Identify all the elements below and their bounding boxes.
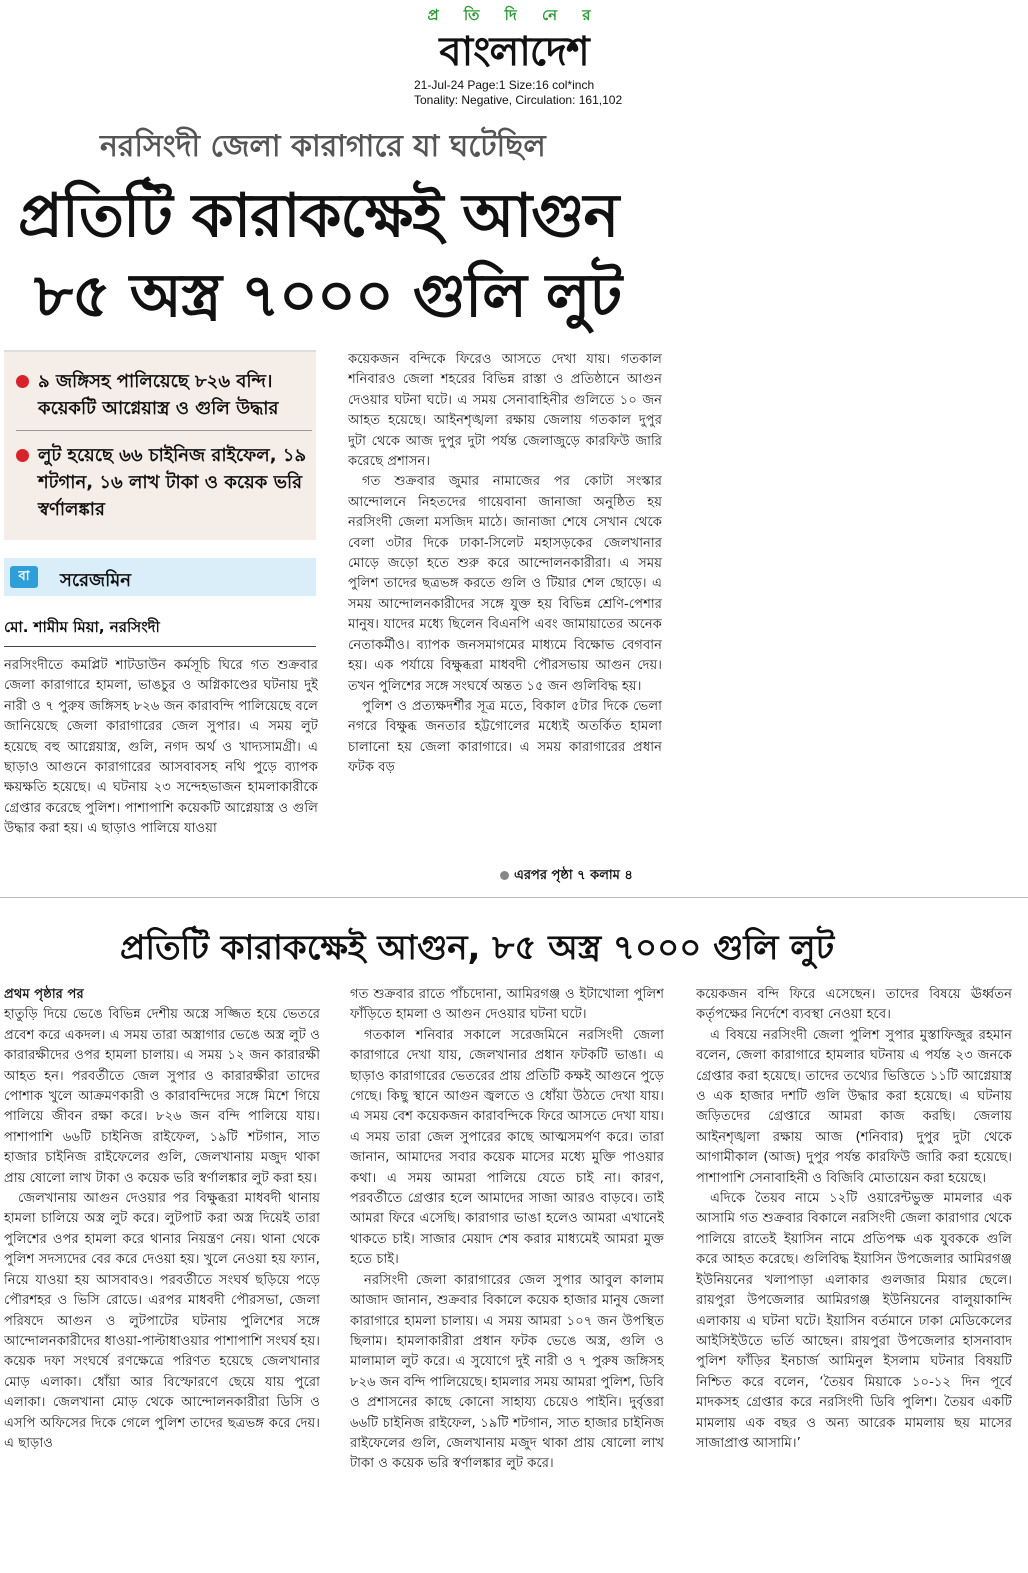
- page-divider: [0, 897, 1028, 898]
- section-label-text: সরেজমিন: [60, 570, 132, 591]
- highlight-divider: [16, 430, 312, 431]
- byline: মো. শামীম মিয়া, নরসিংদী: [4, 618, 160, 636]
- paragraph: পুলিশ ও প্রত্যক্ষদর্শীর সূত্র মতে, বিকাল ৫টার দিকে ভেলা নগরে বিক্ষুব্ধ জনতার হট্টগোলের মধ্যেই অতর্কিত হামলা চালানো হয় জেলা কারাগারে। এ সময় কারাগারের প্রধান ফটক বড়: [348, 698, 662, 776]
- continued-note-text: এরপর পৃষ্ঠা ৭ কলাম ৪: [514, 868, 633, 883]
- article-column-b: [348, 350, 662, 885]
- clip-meta-tonality: Tonality: Negative, Circulation: 161,102: [414, 93, 623, 107]
- paragraph: জেলখানায় আগুন দেওয়ার পর বিক্ষুব্ধরা মাধবদী থানায় হামলা চালিয়ে অস্ত্র লুট করে। লুটপাট করা অস্ত্র দিয়েই তারা পুলিশের ওপর হামলা করে থানার নিয়ন্ত্রণ নেয়। থানা থেকে পুলিশ সদস্যদের বের করে দেওয়া হয়। খুলে নেওয়া হয় ফ্যান, নিয়ে যাওয়া হয় আসবাবও। পরবর্তীতে সংঘর্ষ ছড়িয়ে পড়ে পৌরশহর ও ভিসি রোডে। এরপর মাধবদী পৌরসভা, জেলা পরিষদে আগুন ও লুটপাটের ঘটনায় পুলিশের সঙ্গে আন্দোলনকারীদের ধাওয়া-পাল্টাধাওয়ার পাশাপাশি সংঘর্ষ হয়। কয়েক দফা সংঘর্ষে রণক্ষেত্রে পরিণত হয়েছে জেলখানার মোড় এলাকা। ধোঁয়া আর বিস্ফোরণে ছেয়ে যায় পুরো এলাকা। জেলখানা মোড় থেকে আন্দোলনকারীরা ডিসি ও এসপি অফিসের দিকে গেলে পুলিশ তাদের ছত্রভঙ্গ করে দেয়। এ ছাড়াও: [4, 1191, 320, 1451]
- article-headline-line1: প্রতিটি কারাকক্ষেই আগুন: [18, 181, 619, 251]
- paragraph: কয়েকজন বন্দি ফিরে এসেছেন। তাদের বিষয়ে ঊর্ধ্বতন কর্তৃপক্ষের নির্দেশে ব্যবস্থা নেওয়া হবে।: [696, 987, 1012, 1023]
- red-bullet-icon: [16, 449, 29, 462]
- paragraph: হাতুড়ি দিয়ে ভেঙে বিভিন্ন দেশীয় অস্ত্রে সজ্জিত হয়ে ভেতরে প্রবেশ করে একদল। এ সময় তারা অস্ত্রাগার ভেঙে অস্ত্র লুট ও কারারক্ষীদের ওপর হামলা চালায়। এ সময় ১২ জন কারারক্ষী আহত হন। পরবর্তীতে জেল সুপার ও কারারক্ষীরা তাদের পোশাক খুলে আক্রমণকারী ও কারাবন্দিদের সঙ্গে মিশে গিয়ে পালিয়ে জীবন রক্ষা করে। ৮২৬ জন বন্দি পালিয়ে যায়। পাশাপাশি ৬৬টি চাইনিজ রাইফেল, ১৯টি শটগান, সাত হাজার চাইনিজ রাইফেলের গুলি, জেলখানায় মজুদ থাকা প্রায় ষোলো লাখ টাকা ও কয়েক ভরি স্বর্ণালঙ্কার লুট করা হয়।: [4, 1007, 320, 1186]
- clip-meta-date-page: 21-Jul-24 Page:1 Size:16 col*inch: [414, 78, 595, 92]
- masthead-logo: বাংলাদেশ: [439, 29, 589, 75]
- highlight-text: ৯ জঙ্গিসহ পালিয়েছে ৮২৬ বন্দি। কয়েকটি আগ্নেয়াস্ত্র ও গুলি উদ্ধার: [38, 371, 279, 419]
- paragraph: গত শুক্রবার জুমার নামাজের পর কোটা সংস্কার আন্দোলনে নিহতদের গায়েবানা জানাজা অনুষ্ঠিত হয় নরসিংদী জেলা মসজিদ মাঠে। জানাজা শেষে সেখান থেকে বেলা ৩টার দিকে ঢাকা-সিলেট মহাসড়কের জেলখানার মোড়ে জড়ো হতে শুরু করে আন্দোলনকারীরা। এ সময় পুলিশ তাদের ছত্রভঙ্গ করতে গুলি ও টিয়ার শেল ছোড়ে। এ সময় আন্দোলনকারীদের সঙ্গে যুক্ত হয় বিভিন্ন শ্রেণি-পেশার মানুষ। যাদের মধ্যে ছিলেন বিএনপি এবং জামায়াতের অনেক নেতাকর্মীও। ব্যাপক জনসমাগমের মাধ্যমে বিক্ষোভ বেগবান হয়। এক পর্যায়ে বিক্ষুব্ধরা মাধবদী পৌরসভায় আগুন দেয়। তখন পুলিশের সঙ্গে সংঘর্ষে অন্তত ১৫ জন গুলিবিদ্ধ হয়।: [348, 474, 662, 694]
- highlight-item: [16, 442, 334, 523]
- red-bullet-icon: [16, 375, 29, 388]
- highlight-text: লুট হয়েছে ৬৬ চাইনিজ রাইফেল, ১৯ শটগান, ১৬ লাখ টাকা ও কয়েক ভরি স্বর্ণালঙ্কার: [38, 445, 307, 520]
- section-label: [4, 558, 316, 596]
- bullet-icon: [500, 871, 509, 880]
- paragraph: এ বিষয়ে নরসিংদী জেলা পুলিশ সুপার মুস্তাফিজুর রহমান বলেন, জেলা কারাগারে হামলার ঘটনায় এ পর্যন্ত ২৩ জনকে গ্রেপ্তার করা হয়েছে। তাদের তথ্যের ভিত্তিতে ১১টি আগ্নেয়াস্ত্র ও এক হাজার দশটি গুলি উদ্ধার করা হয়েছে। এ ঘটনায় জড়িতদের গ্রেপ্তারে আমরা কাজ করছি। জেলায় আইনশৃঙ্খলা রক্ষায় আজ (শনিবার) দুপুর দুটা থেকে আগামীকাল (আজ) দুপুর পর্যন্ত কারফিউ জারি করা হয়েছে। পাশাপাশি সেনাবাহিনী ও বিজিবি মোতায়েন করা হয়েছে।: [696, 1027, 1012, 1186]
- continuation-column-c: [4, 985, 320, 1555]
- article-headline-line2: ৮৫ অস্ত্র ৭০০০ গুলি লুট: [34, 261, 622, 331]
- continuation-column-e: [696, 985, 1012, 1555]
- paragraph: গত শুক্রবার রাতে পাঁচদোনা, আমিরগঞ্জ ও ইটাখোলা পুলিশ ফাঁড়িতে হামলা ও আগুন দেওয়ার ঘটনা ঘটে।: [350, 987, 664, 1023]
- paragraph: গতকাল শনিবার সকালে সরেজমিনে নরসিংদী জেলা কারাগারে দেখা যায়, জেলখানার প্রধান ফটকটি ভাঙা। এ ছাড়াও কারাগারের ভেতরের প্রায় প্রতিটি কক্ষই আগুনে পুড়ে গেছে। কিছু স্থানে আগুন জ্বলতে ও ধোঁয়া উঠতে দেখা যায়। এ সময় বেশ কয়েকজন কারাবন্দিকে ফিরে আসতে দেখা যায়। এ সময় তারা জেল সুপারের কাছে আত্মসমর্পণ করে। তারা জানান, আমাদের সবার কয়েক মাসের মধ্যে মুক্তি পাওয়ার কথা। এ সময় আমরা পালিয়ে যেতে চাই না। কারণ, পরবর্তীতে গ্রেপ্তার হলে আমাদের সাজা আরও বাড়বে। তাই আমরা ফিরে এসেছি। কারাগার ভাঙা হলেও আমরা এখানেই থাকতে চাই। সাজার মেয়াদ শেষ করার মাধ্যমেই আমরা মুক্ত হতে চাই।: [350, 1027, 664, 1268]
- from-page-label: প্রথম পৃষ্ঠার পর: [4, 987, 84, 1002]
- article-column-a: [4, 656, 318, 886]
- article-kicker: নরসিংদী জেলা কারাগারে যা ঘটেছিল: [100, 129, 546, 164]
- section-logo-icon: বা: [10, 566, 38, 588]
- continuation-headline: প্রতিটি কারাকক্ষেই আগুন, ৮৫ অস্ত্র ৭০০০ গুলি লুট: [120, 928, 835, 968]
- continued-note: [500, 866, 633, 887]
- paragraph: নরসিংদীতে কমপ্লিট শাটডাউন কর্মসূচি ঘিরে গত শুক্রবার জেলা কারাগারে হামলা, ভাঙচুর ও অগ্নিকাণ্ডের ঘটনায় দুই নারী ও ৭ পুরুষ জঙ্গিসহ ৮২৬ জন কারাবন্দি পালিয়েছে বলে জানিয়েছে জেলা কারাগারের জেল সুপার। এ সময় লুট হয়েছে বহু আগ্নেয়াস্ত্র, গুলি, নগদ অর্থ ও খাদ্যসামগ্রী। এ ছাড়াও আগুনে কারাগারের আসবাবসহ নথি পুড়ে ব্যাপক ক্ষয়ক্ষতি হয়েছে। এ ঘটনায় ২৩ সন্দেহভাজন হামলাকারীকে গ্রেপ্তার করেছে পুলিশ। পাশাপাশি কয়েকটি আগ্নেয়াস্ত্র ও গুলি উদ্ধার করা হয়। এ ছাড়াও পালিয়ে যাওয়া: [4, 658, 318, 837]
- continuation-column-d: [350, 985, 664, 1555]
- masthead-tagline: প্র তি দি নে র: [427, 6, 601, 24]
- byline-rule: [4, 646, 316, 647]
- paragraph: নরসিংদী জেলা কারাগারের জেল সুপার আবুল কালাম আজাদ জানান, শুক্রবার বিকালে কয়েক হাজার মানুষ জেলা কারাগারে হামলা চালায়। এ সময় আমরা ১০৭ জন উপস্থিত ছিলাম। হামলাকারীরা প্রধান ফটক ভেঙে অস্ত্র, গুলি ও মালামাল লুট করে। এ সুযোগে দুই নারী ও ৭ পুরুষ জঙ্গিসহ ৮২৬ জন বন্দি পালিয়েছে। হামলার সময় আমরা পুলিশ, ডিবি ও প্রশাসনের কাছে কোনো সাহায্য চেয়েও পাইনি। দুর্বৃত্তরা ৬৬টি চাইনিজ রাইফেল, ১৯টি শটগান, সাত হাজার চাইনিজ রাইফেলের গুলি, জেলখানায় মজুদ থাকা প্রায় ষোলো লাখ টাকা ও কয়েক ভরি স্বর্ণালঙ্কার লুট করে।: [350, 1272, 664, 1472]
- highlight-box: [4, 350, 316, 540]
- paragraph: এদিকে তৈয়ব নামে ১২টি ওয়ারেন্টভুক্ত মামলার এক আসামি গত শুক্রবার বিকালে নরসিংদী জেলা কারাগার থেকে পালিয়ে রাতেই ইয়াসিন নামে প্রতিপক্ষ এক যুবককে গুলি করে আহত করেছে। গুলিবিদ্ধ ইয়াসিন উপজেলার আমিরগঞ্জ ইউনিয়নের খলাপাড়া এলাকার গুলজার মিয়ার ছেলে। রায়পুরা উপজেলার আমিরগঞ্জ ইউনিয়নের বালুয়াকান্দি এলাকায় এ ঘটনা ঘটে। ইয়াসিন বর্তমানে ঢাকা মেডিকেলের আইসিইউতে ভর্তি আছেন। রায়পুরা উপজেলার হাসনাবাদ পুলিশ ফাঁড়ির ইনচার্জ আমিনুল ইসলাম ঘটনার বিষয়টি নিশ্চিত করে বলেন, ‘তৈয়ব মিয়াকে ১০-১২ দিন পূর্বে মাদকসহ গ্রেপ্তার করে নরসিংদী ডিবি পুলিশ। তৈয়ব একটি মামলায় এক বছর ও অন্য আরেক মামলায় ছয় মাসের সাজাপ্রাপ্ত আসামি।’: [696, 1191, 1012, 1451]
- highlight-item: [16, 368, 334, 422]
- paragraph: কয়েকজন বন্দিকে ফিরেও আসতে দেখা যায়। গতকাল শনিবারও জেলা শহরের বিভিন্ন রাস্তা ও প্রতিষ্ঠানে আগুন দেওয়ার ঘটনা ঘটে। এ সময় সেনাবাহিনীর গুলিতে ১০ জন আহত হয়েছে। আইনশৃঙ্খলা রক্ষায় জেলায় গতকাল দুপুর দুটা থেকে আজ দুপুর দুটা পর্যন্ত জেলাজুড়ে কারফিউ জারি করেছে প্রশাসন।: [348, 352, 662, 470]
